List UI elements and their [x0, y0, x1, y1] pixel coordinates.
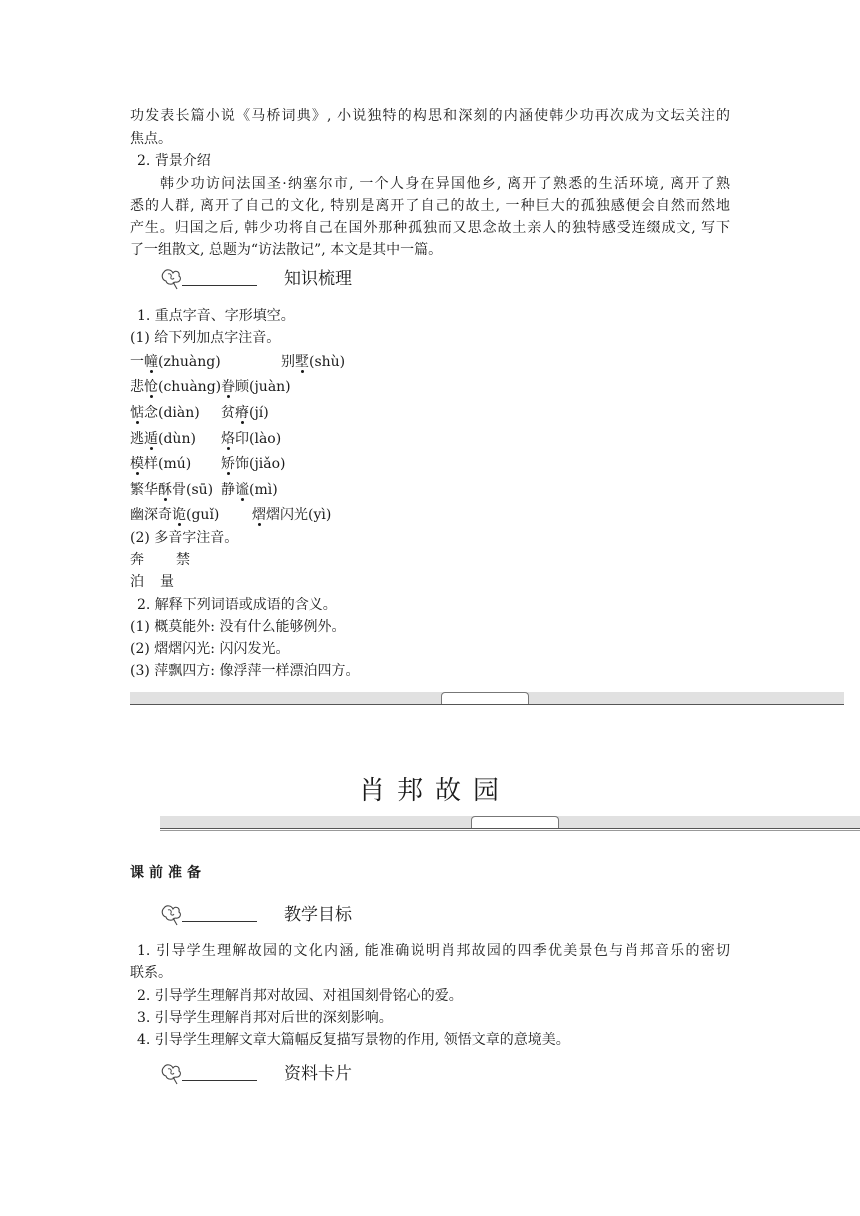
title-divider	[160, 816, 860, 832]
pinyin-item: 眷顾(juàn)	[221, 379, 291, 395]
header-rule	[182, 285, 257, 286]
pinyin-item: 贫瘠(jí)	[221, 405, 269, 421]
section-header-card	[160, 1063, 400, 1087]
pinyin-item: 一幢(zhuàng)	[130, 354, 221, 370]
pinyin-item: 逃遁(dùn)	[130, 431, 196, 447]
question-1: 1. 重点字音、字形填空。	[137, 308, 295, 324]
polyphone-char: 禁	[176, 552, 190, 568]
polyphone-char: 泊	[130, 574, 144, 590]
section-header-goals	[160, 904, 400, 928]
pinyin-item: 惦念(diàn)	[130, 405, 200, 421]
goal-item: 1. 引导学生理解故园的文化内涵, 能准确说明肖邦故园的四季优美景色与肖邦音乐的密切	[137, 943, 730, 959]
pinyin-item: 静谧(mì)	[221, 482, 278, 498]
question-1-1: (1) 给下列加点字注音。	[130, 330, 281, 346]
background-heading: 2. 背景介绍	[137, 153, 211, 169]
pinyin-item: 熠熠闪光(yì)	[252, 507, 332, 523]
intro-line: 功发表长篇小说《马桥词典》, 小说独特的构思和深刻的内涵使韩少功再次成为文坛关注的	[130, 108, 730, 124]
section-header-knowledge	[160, 268, 400, 292]
section-title: 教学目标	[284, 905, 352, 925]
pinyin-item: 幽深奇诡(guǐ)	[130, 507, 220, 523]
intro-line: 焦点。	[130, 131, 172, 147]
goal-item: 2. 引导学生理解肖邦对故园、对祖国刻骨铭心的爱。	[137, 988, 463, 1004]
pinyin-item: 矫饰(jiǎo)	[221, 456, 286, 472]
goal-item: 4. 引导学生理解文章大篇幅反复描写景物的作用, 领悟文章的意境美。	[137, 1032, 570, 1048]
header-rule	[182, 921, 257, 922]
pinyin-item: 悲怆(chuàng)	[130, 379, 222, 395]
prep-heading: 课前准备	[130, 865, 206, 881]
flower-icon	[160, 268, 186, 290]
section-divider	[130, 692, 844, 708]
pinyin-item: 烙印(lào)	[221, 431, 282, 447]
background-text: 韩少功访问法国圣·纳塞尔市, 一个人身在异国他乡, 离开了熟悉的生活环境, 离开了熟	[160, 176, 730, 192]
goal-item: 3. 引导学生理解肖邦对后世的深刻影响。	[137, 1010, 393, 1026]
goal-item: 联系。	[130, 965, 172, 981]
question-2: 2. 解释下列词语或成语的含义。	[137, 597, 337, 613]
pinyin-item: 繁华酥骨(sū)	[130, 482, 214, 498]
flower-icon	[160, 1063, 186, 1085]
header-rule	[182, 1080, 257, 1081]
background-text: 悉的人群, 离开了自己的文化, 特别是离开了自己的故土, 一种巨大的孤独感便会自然而然地	[130, 198, 730, 214]
background-text: 了一组散文, 总题为“访法散记”, 本文是其中一篇。	[130, 242, 443, 258]
definition-item: (1) 概莫能外: 没有什么能够例外。	[130, 619, 346, 635]
background-text: 产生。归国之后, 韩少功将自己在国外那种孤独而又思念故土亲人的独特感受连缀成文, 写下	[130, 220, 730, 236]
lesson-title: 肖邦故园	[359, 776, 512, 806]
polyphone-char: 奔	[130, 552, 144, 568]
pinyin-item: 模样(mú)	[130, 456, 192, 472]
pinyin-item: 别墅(shù)	[281, 354, 346, 370]
section-title: 资料卡片	[284, 1064, 352, 1084]
definition-item: (3) 萍飘四方: 像浮萍一样漂泊四方。	[130, 663, 360, 679]
definition-item: (2) 熠熠闪光: 闪闪发光。	[130, 641, 290, 657]
divider-tab	[441, 692, 529, 704]
question-1-2: (2) 多音字注音。	[130, 530, 239, 546]
divider-tab	[471, 816, 559, 828]
section-title: 知识梳理	[284, 269, 352, 289]
flower-icon	[160, 904, 186, 926]
polyphone-char: 量	[160, 574, 174, 590]
